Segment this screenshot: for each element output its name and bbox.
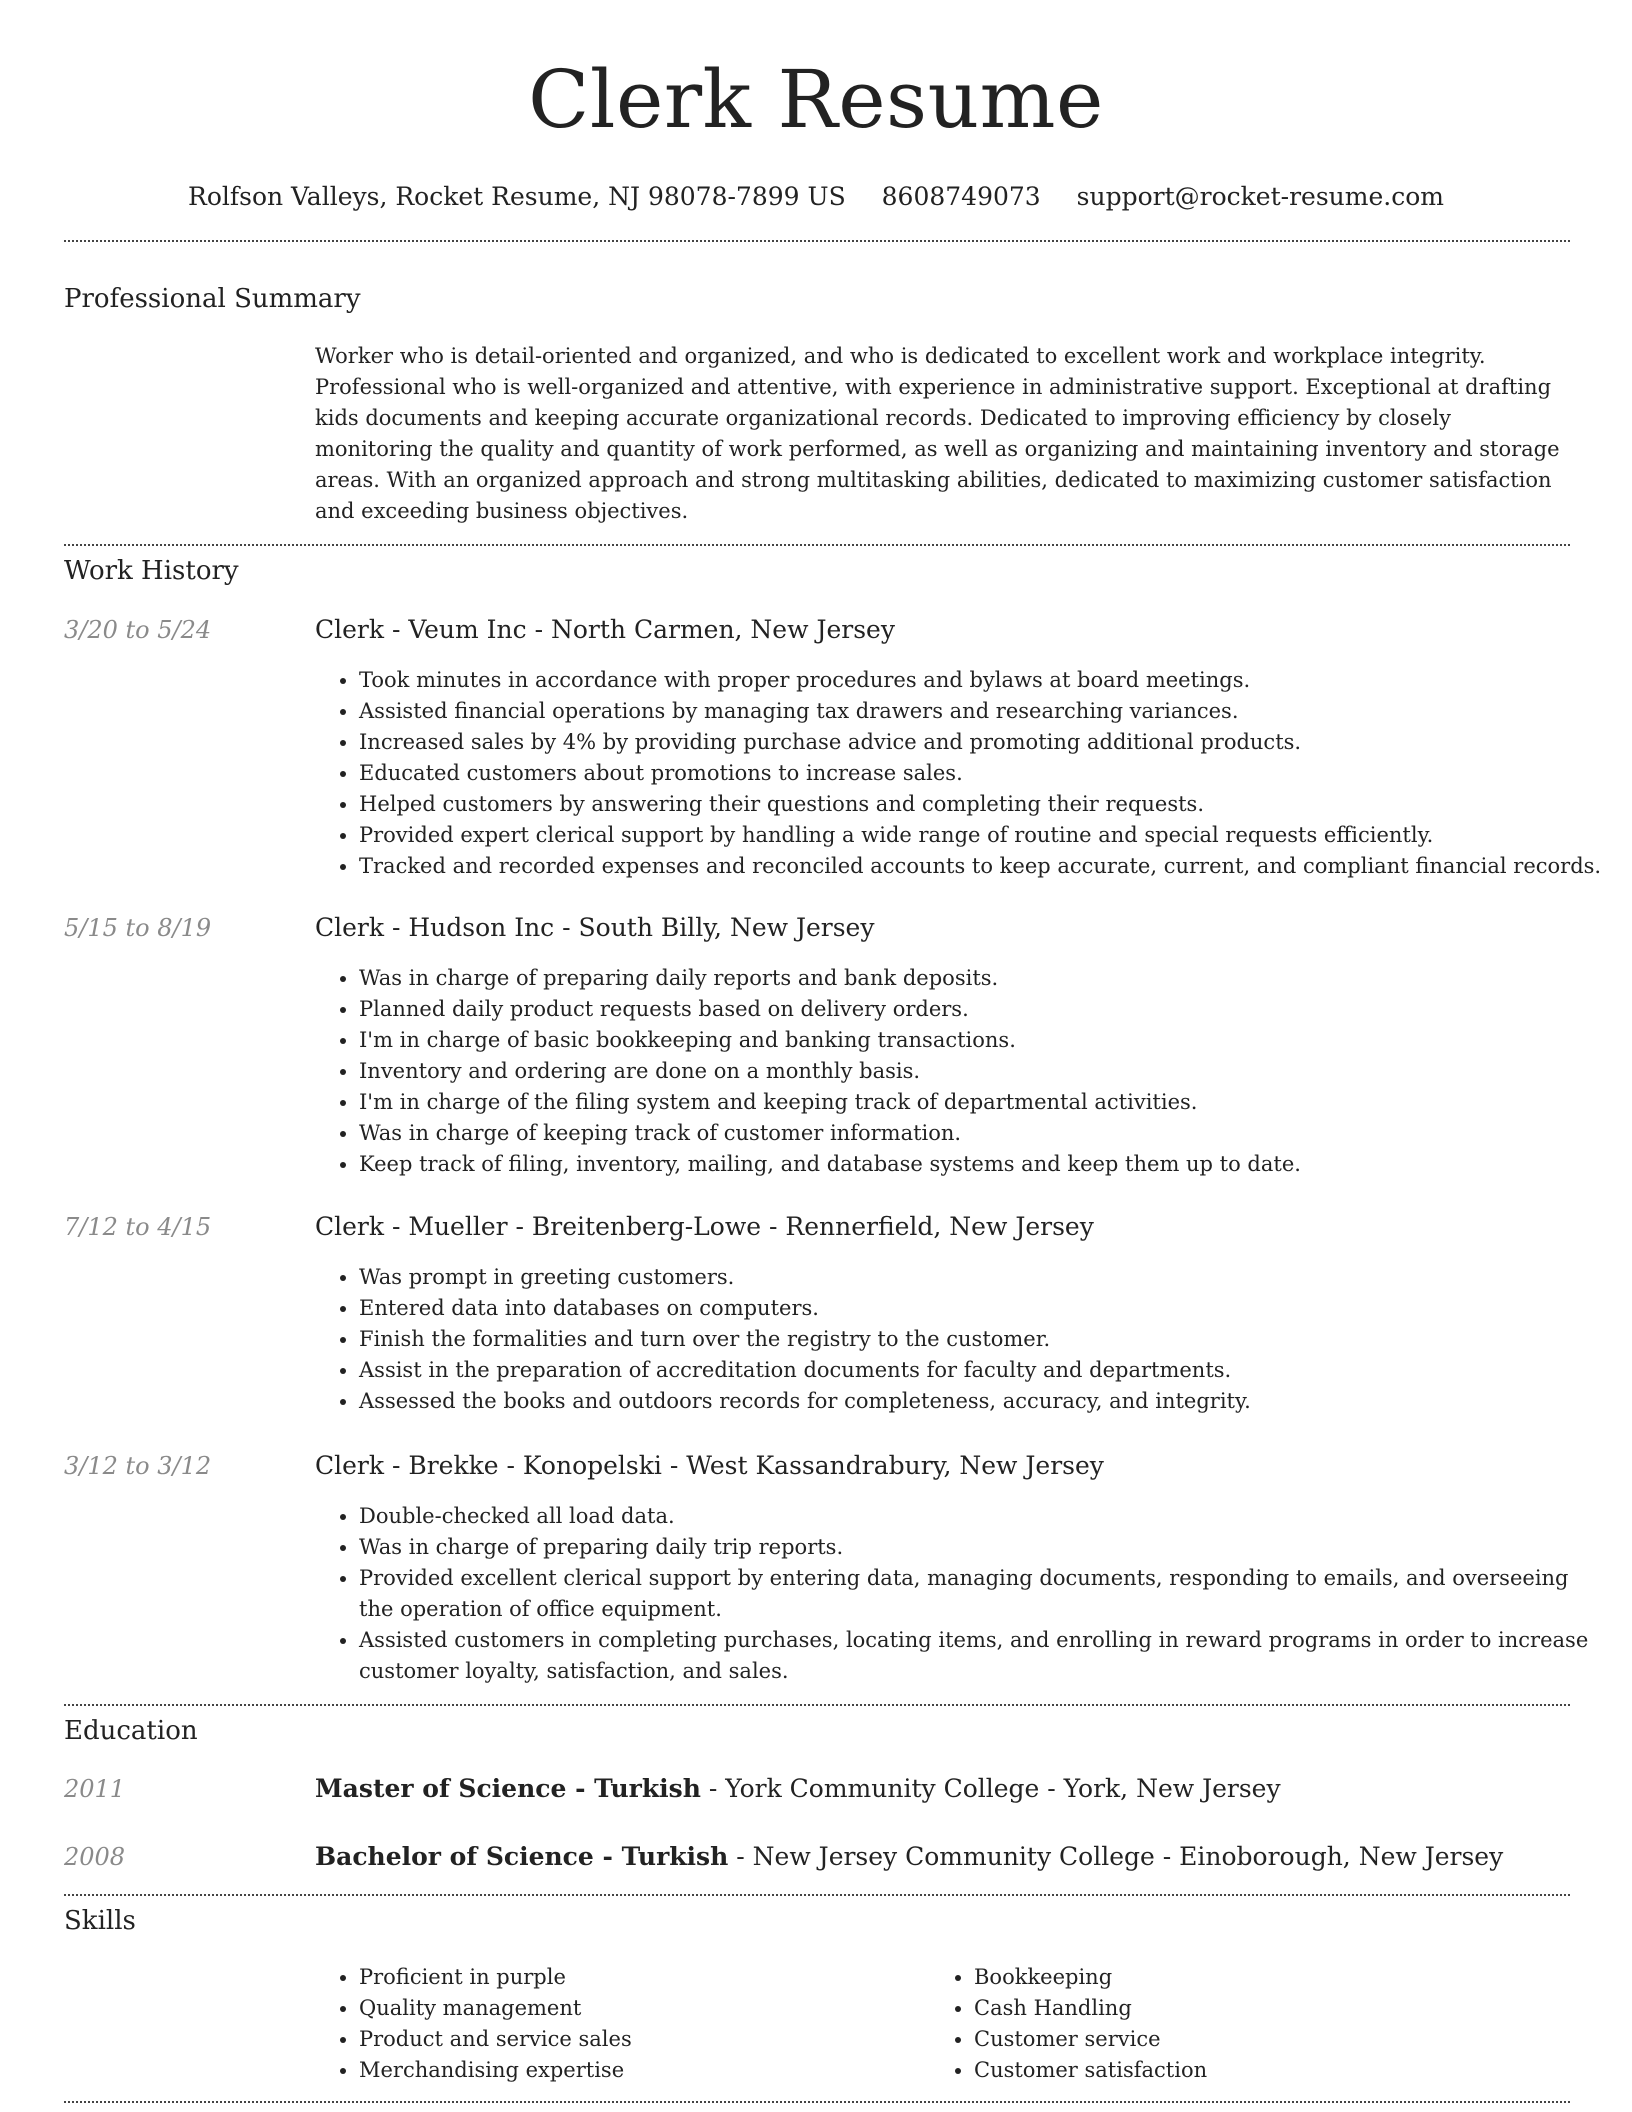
resume-name: Clerk Resume — [528, 53, 1104, 146]
job-dates: 5/15 to 8/19 — [64, 914, 212, 942]
list-item: • Educated customers about promotions to increase sales. — [359, 758, 1609, 789]
skills-list-left — [315, 1962, 919, 2086]
list-item: • Assist in the preparation of accreditation documents for faculty and departments. — [359, 1355, 1609, 1386]
education-year: 2011 — [64, 1775, 126, 1803]
skill-item: • Customer service — [974, 2024, 1574, 2055]
section-title-work: Work History — [64, 556, 239, 586]
education-entry — [315, 1842, 1503, 1871]
section-title-summary: Professional Summary — [64, 284, 361, 314]
job-bullets — [315, 665, 1609, 882]
job-title: Clerk - Brekke - Konopelski - West Kassandrabury, New Jersey — [315, 1451, 1104, 1480]
job-bullets — [315, 963, 1609, 1180]
summary-text: Worker who is detail-oriented and organized, and who is dedicated to excellent work and workplace integrity. Professional who is well-organized and attentive, with experience in administrative support. Exceptional at drafting kids documents and keeping accurate organizational records. Dedicated to improving efficiency by closely monitoring the quality and quantity of work performed, as well as organizing and maintaining inventory and storage areas. With an organized approach and strong multitasking abilities, dedicated to maximizing customer satisfaction and exceeding business objectives. — [315, 344, 1560, 523]
divider — [64, 1894, 1570, 1896]
job-title: Clerk - Mueller - Breitenberg-Lowe - Rennerfield, New Jersey — [315, 1212, 1094, 1241]
job-dates: 3/12 to 3/12 — [64, 1452, 212, 1480]
skill-item: • Product and service sales — [359, 2024, 919, 2055]
list-item: • Helped customers by answering their questions and completing their requests. — [359, 789, 1609, 820]
job-title: Clerk - Hudson Inc - South Billy, New Jersey — [315, 913, 875, 942]
skill-item: • Bookkeeping — [974, 1962, 1574, 1993]
list-item: • Increased sales by 4% by providing purchase advice and promoting additional products. — [359, 727, 1609, 758]
list-item: • Finish the formalities and turn over the registry to the customer. — [359, 1324, 1609, 1355]
list-item: • Double-checked all load data. — [359, 1501, 1609, 1532]
skill-item: • Cash Handling — [974, 1993, 1574, 2024]
section-title-education: Education — [64, 1716, 198, 1746]
education-degree: Master of Science - Turkish — [315, 1774, 701, 1803]
skill-item: • Proficient in purple — [359, 1962, 919, 1993]
list-item: • Was in charge of keeping track of customer information. — [359, 1118, 1609, 1149]
list-item: • Was prompt in greeting customers. — [359, 1262, 1609, 1293]
list-item: • Was in charge of preparing daily trip reports. — [359, 1532, 1609, 1563]
contact-line — [0, 182, 1632, 211]
list-item: • Keep track of filing, inventory, mailing, and database systems and keep them up to date. — [359, 1149, 1609, 1180]
contact-email: support@rocket-resume.com — [1076, 182, 1444, 211]
job-bullets — [315, 1262, 1609, 1417]
list-item: • Planned daily product requests based on delivery orders. — [359, 994, 1609, 1025]
list-item: • Inventory and ordering are done on a monthly basis. — [359, 1056, 1609, 1087]
list-item: • Assisted financial operations by managing tax drawers and researching variances. — [359, 696, 1609, 727]
list-item: • I'm in charge of basic bookkeeping and banking transactions. — [359, 1025, 1609, 1056]
contact-phone: 8608749073 — [881, 182, 1041, 211]
education-year: 2008 — [64, 1843, 126, 1871]
skill-item: • Quality management — [359, 1993, 919, 2024]
list-item: • Provided expert clerical support by handling a wide range of routine and special requests efficiently. — [359, 820, 1609, 851]
divider — [64, 2101, 1570, 2103]
list-item: • Was in charge of preparing daily reports and bank deposits. — [359, 963, 1609, 994]
skill-item: • Merchandising expertise — [359, 2055, 919, 2086]
job-title: Clerk - Veum Inc - North Carmen, New Jersey — [315, 615, 895, 644]
list-item: • Tracked and recorded expenses and reconciled accounts to keep accurate, current, and compliant financial records. — [359, 851, 1609, 882]
divider — [64, 240, 1570, 242]
contact-address: Rolfson Valleys, Rocket Resume, NJ 98078-7899 US — [188, 182, 846, 211]
list-item: • Assisted customers in completing purchases, locating items, and enrolling in reward programs in order to increase customer loyalty, satisfaction, and sales. — [359, 1625, 1609, 1687]
education-school: - New Jersey Community College - Einoborough, New Jersey — [728, 1842, 1504, 1871]
skills-list-right — [930, 1962, 1574, 2086]
job-dates: 7/12 to 4/15 — [64, 1213, 212, 1241]
job-bullets — [315, 1501, 1609, 1687]
divider — [64, 1704, 1570, 1706]
list-item: • Provided excellent clerical support by entering data, managing documents, responding to emails, and overseeing the operation of office equipment. — [359, 1563, 1609, 1625]
divider — [64, 544, 1570, 546]
list-item: • Took minutes in accordance with proper procedures and bylaws at board meetings. — [359, 665, 1609, 696]
education-entry — [315, 1774, 1281, 1803]
education-school: - York Community College - York, New Jersey — [700, 1774, 1281, 1803]
list-item: • I'm in charge of the filing system and keeping track of departmental activities. — [359, 1087, 1609, 1118]
list-item: • Entered data into databases on computers. — [359, 1293, 1609, 1324]
skill-item: • Customer satisfaction — [974, 2055, 1574, 2086]
list-item: • Assessed the books and outdoors records for completeness, accuracy, and integrity. — [359, 1386, 1609, 1417]
section-title-skills: Skills — [64, 1906, 136, 1936]
education-degree: Bachelor of Science - Turkish — [315, 1842, 729, 1871]
job-dates: 3/20 to 5/24 — [64, 616, 212, 644]
